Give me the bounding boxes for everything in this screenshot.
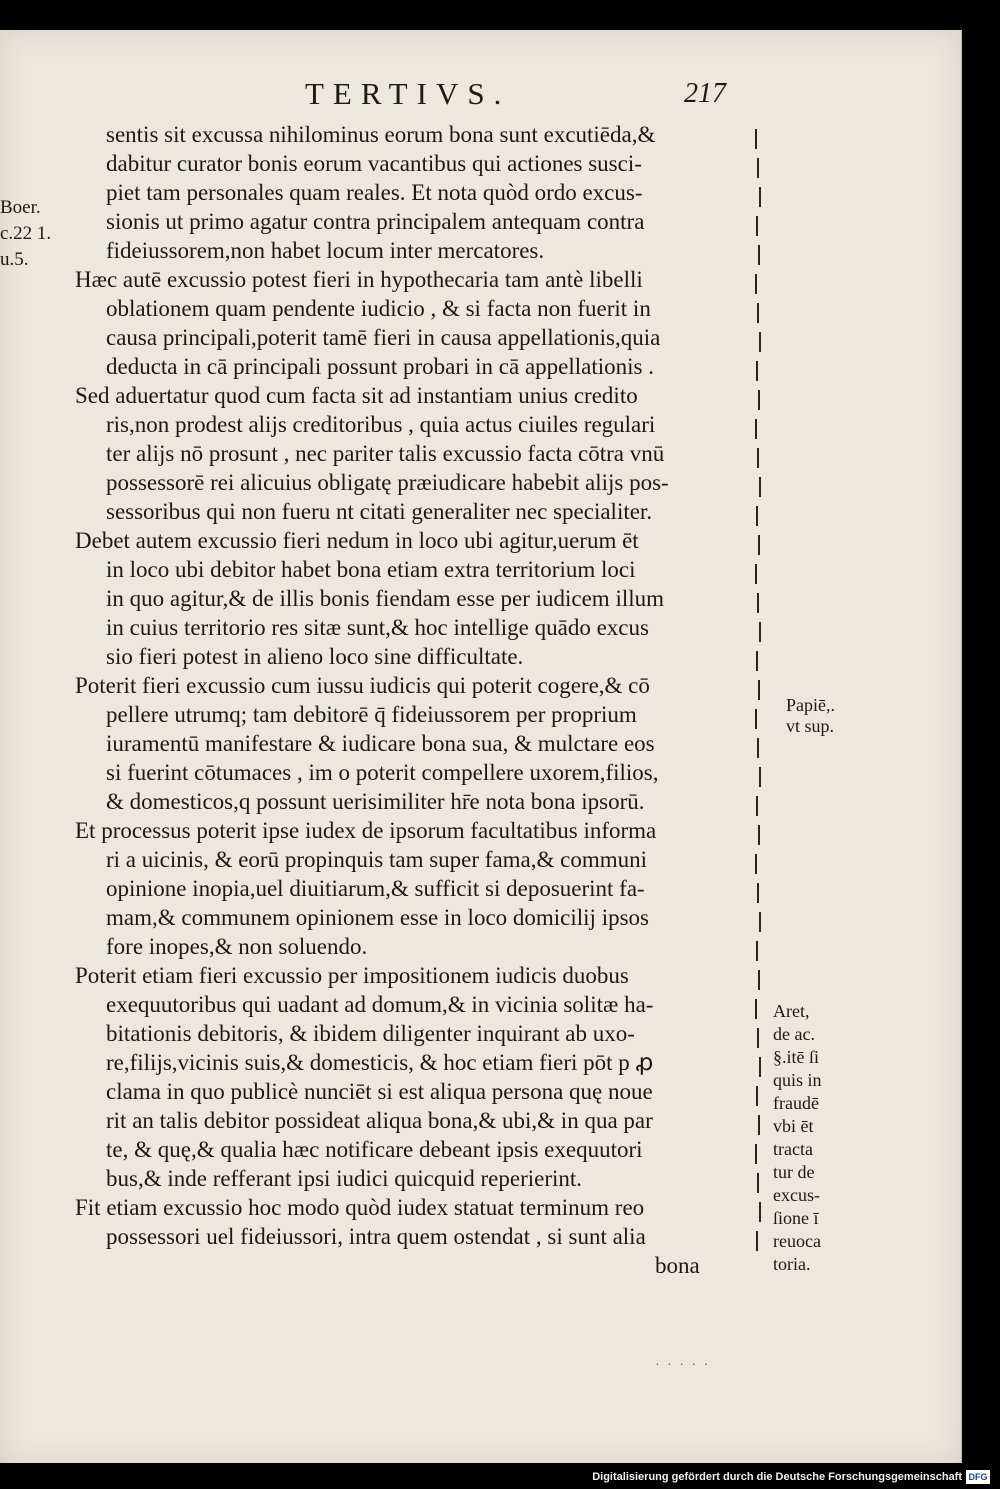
marginal-line: §.itē ſi: [773, 1047, 819, 1067]
margin-rule-mark: [756, 361, 758, 381]
marginal-line: ſione ī: [773, 1208, 819, 1228]
marginal-line: Boer.: [0, 197, 41, 218]
text-line: sionis ut primo agatur contra principalem antequam contra: [106, 209, 645, 234]
text-line: si fuerint cōtumaces , im o poterit compellere uxorem,filios,: [106, 760, 659, 785]
marginal-line: fraudē: [773, 1093, 819, 1113]
marginal-line: c.22 1.: [0, 223, 52, 244]
margin-rule-mark: [758, 1115, 760, 1135]
margin-rule-mark: [756, 651, 758, 671]
paragraph: [75, 120, 765, 265]
text-line: dabitur curator bonis eorum vacantibus qui actiones susci-: [106, 151, 642, 176]
margin-rule-mark: [757, 448, 759, 468]
text-line: fore inopes,& non soluendo.: [106, 934, 368, 959]
text-line: te, & quę,& qualia hæc notificare debeant ipsis exequutori: [106, 1137, 643, 1162]
paragraph: [75, 816, 765, 961]
marginal-line: Aret,: [773, 1001, 810, 1021]
text-line: deducta in cā principali possunt probari in cā appellationis .: [106, 354, 655, 379]
margin-rule-mark: [759, 477, 761, 497]
paragraph: [75, 381, 765, 526]
margin-rule-mark: [758, 680, 760, 700]
paragraph: [75, 526, 765, 671]
text-line: Poterit etiam fieri excussio per impositionem iudicis duobus: [75, 963, 629, 988]
text-line: bus,& inde refferant ipsi iudici quicquid reperierint.: [106, 1166, 583, 1191]
margin-rule-mark: [757, 1028, 759, 1048]
text-line: iuramentū manifestare & iudicare bona sua, & mulctare eos: [106, 731, 655, 756]
margin-rule-mark: [755, 999, 757, 1019]
margin-rule-mark: [759, 1057, 761, 1077]
marginal-line: Papiē,.: [786, 695, 835, 715]
text-line: in loco ubi debitor habet bona etiam extra territorium loci: [106, 557, 636, 582]
margin-rule-mark: [756, 941, 758, 961]
text-line: pellere utrumq; tam debitorē q̄ fideiussorem per proprium: [106, 702, 637, 727]
margin-rule-mark: [757, 303, 759, 323]
margin-rules: [755, 125, 775, 1305]
text-line: rit an talis debitor possideat aliqua bona,& ubi,& in qua par: [106, 1108, 653, 1133]
marginal-line: tur de: [773, 1162, 815, 1182]
margin-rule-mark: [756, 216, 758, 236]
marginal-line: u.5.: [0, 249, 29, 270]
margin-rule-mark: [757, 593, 759, 613]
text-line: causa principali,poterit tamē fieri in causa appellationis,quia: [106, 325, 661, 350]
margin-rule-mark: [756, 506, 758, 526]
margin-rule-mark: [755, 854, 757, 874]
marginal-line: tracta: [773, 1139, 813, 1159]
margin-rule-mark: [759, 187, 761, 207]
text-line: exequutoribus qui uadant ad domum,& in vicinia solitæ ha-: [106, 992, 654, 1017]
text-line: in quo agitur,& de illis bonis fiendam esse per iudicem illum: [106, 586, 665, 611]
body-text: [75, 120, 765, 1280]
text-line: Et processus poterit ipse iudex de ipsorum facultatibus informa: [75, 818, 657, 843]
margin-rule-mark: [755, 129, 757, 149]
footer-credit: Digitalisierung gefördert durch die Deutsche Forschungsgemeinschaft: [592, 1471, 962, 1483]
margin-rule-mark: [756, 796, 758, 816]
catchword: bona: [655, 1253, 700, 1278]
margin-rule-mark: [757, 158, 759, 178]
text-line: ter alijs nō prosunt , nec pariter talis excussio facta cōtra vnū: [106, 441, 665, 466]
text-line: opinione inopia,uel diuitiarum,& sufficit si deposuerint fa-: [106, 876, 645, 901]
margin-rule-mark: [758, 245, 760, 265]
text-line: mam,& communem opinionem esse in loco domicilij ipsos: [106, 905, 649, 930]
margin-rule-mark: [759, 767, 761, 787]
marginal-line: excus-: [773, 1185, 820, 1205]
running-head: [0, 76, 961, 116]
text-line: Poterit fieri excussio cum iussu iudicis qui poterit cogere,& cō: [75, 673, 650, 698]
margin-rule-mark: [755, 419, 757, 439]
margin-rule-mark: [757, 883, 759, 903]
paragraph: [75, 671, 765, 816]
margin-rule-mark: [755, 274, 757, 294]
margin-rule-mark: [755, 564, 757, 584]
marginal-line: quis in: [773, 1070, 822, 1090]
margin-rule-mark: [757, 738, 759, 758]
margin-rule-mark: [759, 332, 761, 352]
margin-rule-mark: [758, 535, 760, 555]
paragraph: [75, 1193, 765, 1251]
page-number: 217: [684, 78, 726, 109]
text-line: fideiussorem,non habet locum inter mercatores.: [106, 238, 545, 263]
marginal-line: de ac.: [773, 1024, 815, 1044]
marginal-line: toria.: [773, 1254, 811, 1274]
right-marginal-note-papie: [786, 695, 906, 737]
signature-mark-ornament: · · · · ·: [655, 1358, 711, 1373]
running-head-title: TERTIVS.: [305, 76, 511, 111]
text-line: in cuius territorio res sitæ sunt,& hoc intellige quādo excus: [106, 615, 649, 640]
margin-rule-mark: [759, 622, 761, 642]
text-line: ris,non prodest alijs creditoribus , quia actus ciuiles regulari: [106, 412, 656, 437]
text-line: Sed aduertatur quod cum facta sit ad instantiam unius credito: [75, 383, 638, 408]
margin-rule-mark: [757, 1173, 759, 1193]
text-line: possessori uel fideiussori, intra quem ostendat , si sunt alia: [106, 1224, 646, 1249]
text-line: Debet autem excussio fieri nedum in loco ubi agitur,uerum ēt: [75, 528, 639, 553]
margin-rule-mark: [755, 1144, 757, 1164]
text-line: clama in quo publicè nunciēt si est aliqua persona quę noue: [106, 1079, 653, 1104]
paragraph: [75, 265, 765, 381]
margin-rule-mark: [758, 970, 760, 990]
dfg-logo: DFG: [966, 1470, 990, 1484]
paragraph: [75, 961, 765, 1193]
left-marginal-note: [0, 195, 75, 273]
margin-rule-mark: [759, 1202, 761, 1222]
margin-rule-mark: [758, 390, 760, 410]
text-line: sio fieri potest in alieno loco sine difficultate.: [106, 644, 524, 669]
text-line: oblationem quam pendente iudicio , & si facta non fuerit in: [106, 296, 651, 321]
text-line: & domesticos,q possunt uerisimiliter hr̄e nota bona ipsorū.: [106, 789, 645, 814]
text-line: Hæc autē excussio potest fieri in hypothecaria tam antè libelli: [75, 267, 643, 292]
margin-rule-mark: [759, 912, 761, 932]
right-marginal-note-aret: [773, 1000, 893, 1276]
marginal-line: vbi ēt: [773, 1116, 814, 1136]
text-line: re,filijs,vicinis suis,& domesticis, & hoc etiam fieri pōt p ꝓ: [106, 1050, 654, 1075]
margin-rule-mark: [758, 825, 760, 845]
book-page: [0, 30, 962, 1463]
text-line: possessorē rei alicuius obligatę præiudicare habebit alijs pos-: [106, 470, 669, 495]
margin-rule-mark: [756, 1231, 758, 1251]
text-line: Fit etiam excussio hoc modo quòd iudex statuat terminum reo: [75, 1195, 645, 1220]
text-line: ri a uicinis, & eorū propinquis tam super fama,& communi: [106, 847, 648, 872]
text-line: bitationis debitoris, & ibidem diligenter inquirant ab uxo-: [106, 1021, 635, 1046]
margin-rule-mark: [756, 1086, 758, 1106]
margin-rule-mark: [755, 709, 757, 729]
marginal-line: vt sup.: [786, 716, 835, 736]
marginal-line: reuoca: [773, 1231, 821, 1251]
text-line: sentis sit excussa nihilominus eorum bona sunt excutiēda,&: [106, 122, 656, 147]
text-line: sessoribus qui non fueru nt citati generaliter nec specialiter.: [106, 499, 653, 524]
text-line: piet tam personales quam reales. Et nota quòd ordo excus-: [106, 180, 643, 205]
